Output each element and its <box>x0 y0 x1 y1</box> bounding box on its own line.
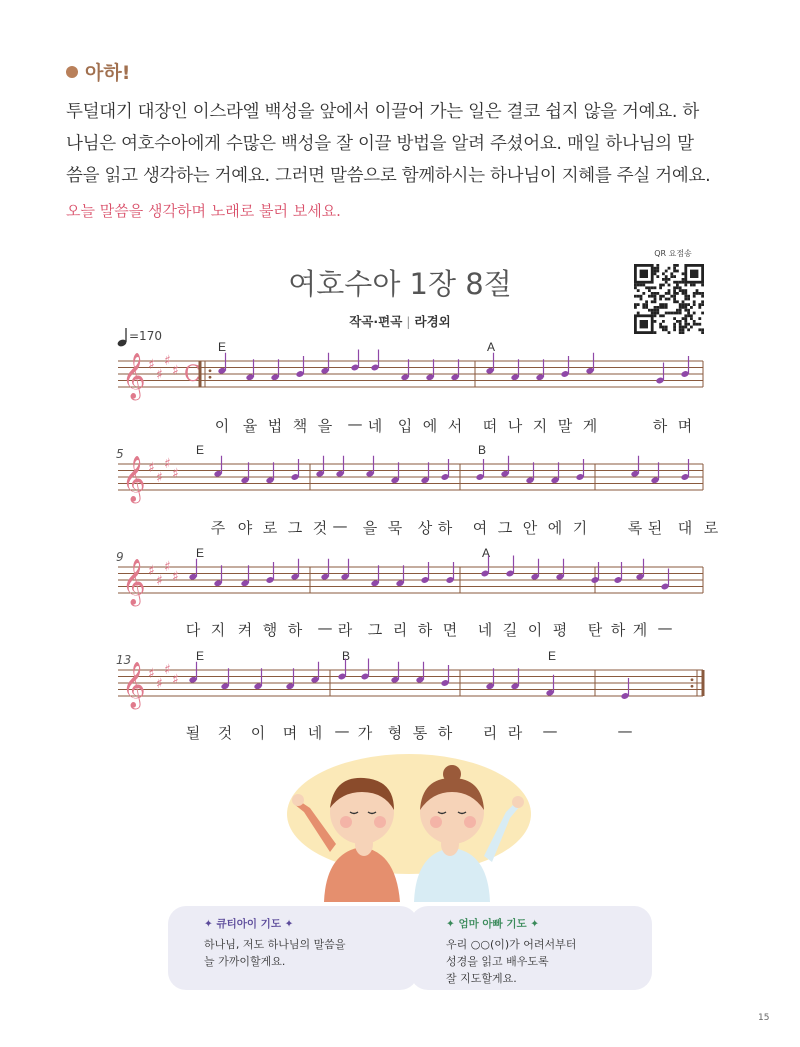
chord-label: E <box>196 443 205 457</box>
intro-line: 씀을 읽고 생각하는 거예요. 그러면 말씀으로 함께하시는 하나님이 지혜를 주실 거예요. <box>66 166 711 186</box>
chord-label: E <box>548 649 557 663</box>
chord-label: B <box>478 443 487 457</box>
lyric-syllable: 라 <box>507 724 523 742</box>
lyric-syllable: 평 <box>552 621 568 639</box>
lyric-syllable: 율 <box>242 417 258 435</box>
lyric-syllable: 을 <box>362 519 378 537</box>
lyric-syllable: — <box>347 415 363 433</box>
lyric-syllable: 그 <box>367 621 383 639</box>
lyric-syllable: 떠 <box>482 417 498 435</box>
lyric-syllable: 그 <box>287 519 303 537</box>
lyric-syllable: 이 <box>527 621 543 639</box>
treble-clef-icon: 𝄞 <box>122 662 146 708</box>
lyric-syllable: 다 <box>185 621 201 639</box>
sharp-icon: ♯ <box>148 460 155 476</box>
lyric-syllable: — <box>657 619 673 637</box>
lyric-syllable: 게 <box>582 417 598 435</box>
lyric-syllable: 며 <box>677 417 693 435</box>
time-signature: C <box>184 362 201 387</box>
callout-text: 오늘 말씀을 생각하며 노래로 불러 보세요. <box>66 202 341 220</box>
chord-label: A <box>482 546 491 560</box>
sharp-icon: ♯ <box>156 676 163 692</box>
child-prayer-body <box>204 936 346 970</box>
lyric-syllable: 책 <box>292 417 308 435</box>
lyric-syllable: — <box>317 619 333 637</box>
chord-label: E <box>196 546 205 560</box>
lyric-syllable: 묵 <box>387 519 403 537</box>
lyric-syllable: 것 <box>217 724 233 742</box>
lyric-syllable: 탄 <box>587 621 603 639</box>
sharp-icon: ♯ <box>156 573 163 589</box>
lyric-syllable: 에 <box>422 417 438 435</box>
lyric-syllable: 네 <box>307 724 323 742</box>
sharp-icon: ♯ <box>164 456 171 472</box>
lyric-syllable: 주 <box>210 519 226 537</box>
prayer-line: 잘 지도할게요. <box>446 972 517 985</box>
intro-line: 나님은 여호수아에게 수많은 백성을 잘 이끌 방법을 알려 주셨어요. 매일 하나님의 말 <box>66 134 694 154</box>
lyric-syllable: 켜 <box>237 621 253 639</box>
song-title: 여호수아 1장 8절 <box>288 267 512 301</box>
lyric-syllable: 을 <box>317 417 333 435</box>
sharp-icon: ♯ <box>164 353 171 369</box>
chord-label: A <box>487 340 496 354</box>
treble-clef-icon: 𝄞 <box>122 456 146 502</box>
lyric-syllable: 나 <box>507 417 523 435</box>
lyric-syllable: 될 <box>185 724 201 742</box>
qr-label: QR 요점송 <box>654 249 692 258</box>
sharp-icon: ♯ <box>148 563 155 579</box>
lyric-syllable: 기 <box>572 519 588 537</box>
lyric-syllable: — <box>542 722 558 740</box>
lyric-syllable: — <box>332 517 348 535</box>
intro-line: 투덜대기 대장인 이스라엘 백성을 앞에서 이끌어 가는 일은 결코 쉽지 않을 거예요. 하 <box>66 102 699 122</box>
lyric-syllable: 여 <box>472 519 488 537</box>
prayer-line: 하나님, 저도 하나님의 말씀을 <box>204 938 346 951</box>
lyric-syllable: 가 <box>357 724 373 742</box>
composer-separator: | <box>406 314 411 329</box>
chord-label: E <box>196 649 205 663</box>
lyric-syllable: 하 <box>610 621 626 639</box>
lyric-syllable: 행 <box>262 621 278 639</box>
child-prayer-title: ✦ 큐티아이 기도 ✦ <box>204 918 294 930</box>
lyric-syllable: 형 <box>387 724 403 742</box>
lyric-syllable: 이 <box>250 724 266 742</box>
lyric-syllable: 지 <box>532 417 548 435</box>
sharp-icon: ♯ <box>148 666 155 682</box>
lyric-syllable: 하 <box>652 417 668 435</box>
lyric-syllable: 길 <box>502 621 518 639</box>
lyric-syllable: 입 <box>397 417 413 435</box>
lyric-syllable: 통 <box>412 724 428 742</box>
lyric-syllable: 상 <box>417 519 433 537</box>
section-title: 아하! <box>85 62 131 84</box>
lyric-syllable: — <box>334 722 350 740</box>
lyric-syllable: 하 <box>287 621 303 639</box>
sharp-icon: ♯ <box>164 559 171 575</box>
lyric-syllable: 록 <box>627 519 643 537</box>
lyric-syllable: 된 <box>647 519 663 537</box>
lyric-syllable: 하 <box>417 621 433 639</box>
parent-prayer-title: ✦ 엄마 아빠 기도 ✦ <box>446 918 540 930</box>
lyric-row <box>0 619 800 643</box>
sharp-icon: ♯ <box>172 569 179 585</box>
lyric-syllable: 법 <box>267 417 283 435</box>
lyric-row <box>0 517 800 541</box>
lyric-syllable: 대 <box>677 519 693 537</box>
measure-number: 5 <box>116 447 124 461</box>
treble-clef-icon: 𝄞 <box>122 353 146 399</box>
lyric-syllable: 지 <box>210 621 226 639</box>
lyric-syllable: 것 <box>312 519 328 537</box>
page-number: 15 <box>758 1013 770 1023</box>
lyric-syllable: 로 <box>262 519 278 537</box>
chord-label: E <box>218 340 227 354</box>
measure-number: 13 <box>116 653 132 667</box>
child-prayer-box <box>168 906 418 990</box>
lyric-syllable: 게 <box>632 621 648 639</box>
lyric-row <box>0 722 800 746</box>
sharp-icon: ♯ <box>172 466 179 482</box>
sharp-icon: ♯ <box>164 662 171 678</box>
composer-name: 라경외 <box>414 314 451 329</box>
lyric-syllable: 하 <box>437 519 453 537</box>
lyric-syllable: 서 <box>447 417 463 435</box>
repeat-dot <box>209 376 212 379</box>
repeat-dot <box>691 678 694 681</box>
repeat-dot <box>691 685 694 688</box>
lyric-syllable: 라 <box>337 621 353 639</box>
sharp-icon: ♯ <box>156 470 163 486</box>
lyric-syllable: 리 <box>482 724 498 742</box>
lyric-syllable: 에 <box>547 519 563 537</box>
repeat-dot <box>209 369 212 372</box>
parent-prayer-box <box>410 906 652 990</box>
lyric-syllable: 며 <box>282 724 298 742</box>
lyric-syllable: 리 <box>392 621 408 639</box>
prayer-line: 성경을 읽고 배우도록 <box>446 955 549 968</box>
sharp-icon: ♯ <box>172 672 179 688</box>
parent-prayer-body <box>446 936 576 987</box>
lyric-syllable: 면 <box>442 621 458 639</box>
lyric-syllable: 네 <box>477 621 493 639</box>
tempo-value: =170 <box>129 329 162 343</box>
treble-clef-icon: 𝄞 <box>122 559 146 605</box>
lyric-syllable: 말 <box>557 417 573 435</box>
lyric-syllable: 네 <box>367 417 383 435</box>
praying-children-illustration <box>284 752 534 902</box>
sharp-icon: ♯ <box>148 357 155 373</box>
lyric-syllable: 이 <box>214 417 230 435</box>
lyric-syllable: 로 <box>703 519 719 537</box>
prayer-line: 늘 가까이할게요. <box>204 955 286 968</box>
prayer-line: 우리 ○○(이)가 어려서부터 <box>446 938 577 951</box>
composer-label: 작곡·편곡 <box>349 314 403 329</box>
sharp-icon: ♯ <box>172 363 179 379</box>
lyric-syllable: — <box>617 722 633 740</box>
lyric-syllable: 안 <box>522 519 538 537</box>
measure-number: 9 <box>116 550 124 564</box>
chord-label: B <box>342 649 351 663</box>
lyric-syllable: 야 <box>237 519 253 537</box>
sharp-icon: ♯ <box>156 367 163 383</box>
lyric-syllable: 그 <box>497 519 513 537</box>
lyric-syllable: 하 <box>437 724 453 742</box>
lyric-row <box>0 415 800 439</box>
